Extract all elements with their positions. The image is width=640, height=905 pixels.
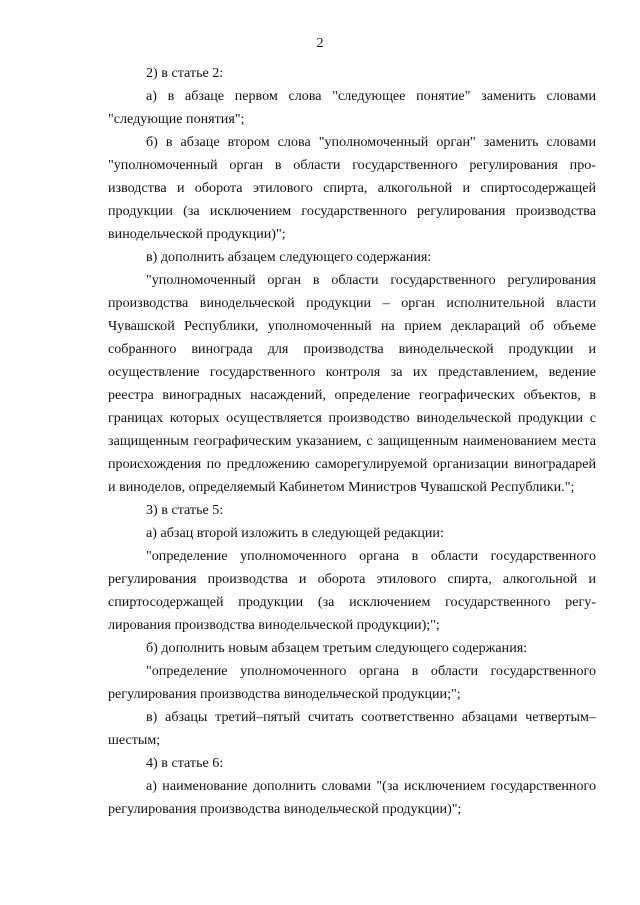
paragraph: а) наименование дополнить словами "(за исключением государственного регулирования производства винодельческой продукции)"; [108,778,596,817]
paragraph: "определение уполномоченного органа в области государственного регулирования производства винодельческой продукции;"; [108,663,596,702]
paragraph: б) в абзаце втором слова "уполномоченный орган" заменить словами "уполномоченный орган в области государственного регулирования производства и оборота этилового спирта, алкогольной и спиртосодержащей продукции (за исключением государственного регулирования производства винодельческой продукции)"; [108,134,596,242]
paragraph: а) в абзаце первом слова "следующее понятие" заменить словами "следующие понятия"; [108,88,596,127]
paragraph: а) абзац второй изложить в следующей редакции: [146,525,444,541]
paragraph: 4) в статье 6: [146,755,224,771]
paragraph: 2) в статье 2: [146,65,224,81]
paragraph: "определение уполномоченного органа в области государственного регулирования производства и оборота этилового спирта, алкогольной и спиртосодержащей продукции (за исключением государственного регулирования производства винодельческой продукции);"; [108,548,596,633]
document-body [108,62,596,821]
paragraph: в) абзацы третий–пятый считать соответственно абзацами четвертым–шестым; [108,709,596,748]
paragraph: в) дополнить абзацем следующего содержания: [146,249,432,265]
paragraph: б) дополнить новым абзацем третьим следующего содержания: [146,640,528,656]
page-number: 2 [316,36,324,51]
paragraph: 3) в статье 5: [146,502,224,518]
paragraph: "уполномоченный орган в области государственного регулирования производства винодельческой продукции – орган исполнительной власти Чувашской Республики, уполномоченный на прием деклараций об объеме собранного винограда для производства винодельческой продукции и осуществление государственного контроля за их представлением, ведение реестра виноградных насаждений, определение географических объектов, в границах которых осуществляется производство винодельческой продукции с защищенным географическим указанием, с защищенным наименованием места происхождения по предложению саморегулируемой организации виноградарей и виноделов, определяемый Кабинетом Министров Чувашской Республики."; [108,272,596,495]
